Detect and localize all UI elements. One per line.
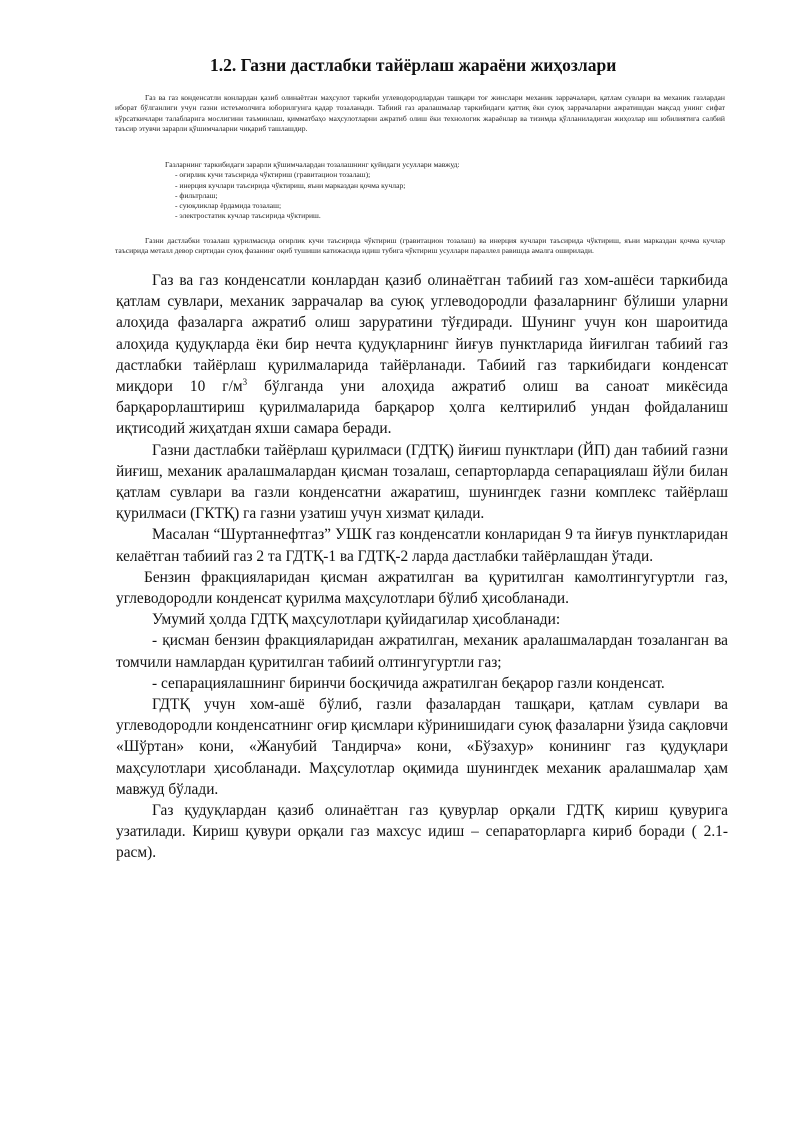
body-paragraph-9: Газ қудуқлардан қазиб олинаётган газ қувурлар орқали ГДТҚ кириш қувурига узатилади. Кириш қувури орқали газ махсус идиш – сепараторларга кириб боради ( 2.1-расм). xyxy=(116,802,728,862)
main-body-text xyxy=(116,270,728,864)
body-list-item-2: - сепарациялашнинг биринчи босқичида ажратилган беқарор газли конденсат. xyxy=(152,674,665,692)
list-item: - оғирлик кучи таъсирида чўктириш (гравитацион тозалаш); xyxy=(175,170,371,180)
list-intro: Газларнинг таркибидаги зарарли қўшимчалардан тозалашнинг қуйидаги усуллари мавжуд: xyxy=(165,160,460,169)
small-paragraph-text: Газни дастлабки тозалаш қурилмасида оғирлик кучи таъсирида чўктириш (гравитацион тозалаш) ва инерция кучлари таъсирида чўктириш, яъни марказдан қочма кучлар таъсирида металл девор сиртидан суюқ фазанинг оқиб тушиши катижасида идиш тубига чўктириш усуллари параллел равишда амалга оширилади. xyxy=(115,236,725,256)
list-item: - суюқликлар ёрдамида тозалаш; xyxy=(175,201,282,211)
body-paragraph-4: Бензин фракцияларидан қисман ажратилган ва қуритилган камолтингугуртли газ, углеводородли конденсат қурилма маҳсулотлари бўлиб ҳисобланади. xyxy=(116,568,728,608)
cleaning-methods-list xyxy=(165,160,725,222)
list-item: - инерция кучлари таъсирида чўктириш, яъни марказдан қочма кучлар; xyxy=(175,180,406,190)
section-title: 1.2. Газни дастлабки тайёрлаш жараёни жиҳозлари xyxy=(210,55,617,75)
body-paragraph-2: Газни дастлабки тайёрлаш қурилмаси (ГДТҚ) йиғиш пунктлари (ЙП) дан табиий газни йиғиш, механик аралашмалардан қисман тозалаш, сепарторларда сепарациялаш йўли билан қатлам сувлари ва газли конденсатни ажаратиш, шунингдек газни комплекс тайёрлаш қурилмаси (ГКТҚ) га газни узатиш учун хизмат қилади. xyxy=(116,441,728,523)
paragraph-text: Газ ва газ конденсатли конлардан қазиб олинаётган табиий газ хом-ашёси таркибида қатлам сувлари, механик заррачалар ва суюқ углеводородли фазаларнинг бўлиши уларни алоҳида фазаларга ажратиб олиш заруратини тўғдиради. Шунинг учун кон шароитида алоҳида қудуқларда ёки бир нечта қудуқларнинг йиғув пунктларида йиғилган табиий газ дастлабки тайёрлаш қурилмаларида тайёрланади. Табиий газ таркибидаги конденсат миқдори 10 г/м xyxy=(116,272,728,396)
superscript: 3 xyxy=(242,376,248,387)
small-print-paragraph-3 xyxy=(115,236,725,257)
small-paragraph-text: Газ ва газ конденсатли конлардан қазиб олинаётган маҳсулот таркиби углеводородлардан ташқари тоғ жинслари механик заррачалари, қатлам сувлари ва механик газлардан иборат бўлганлиги учун газни истеъмолчига юборилгунга қадар тозаланади. Табиий газ аралашмалар таркибидаги қаттиқ ёки суюқ заррачаларни ажратишдан мақсад унинг сифат кўрсаткичлари талабларига мослигини таъминлаш, қимматбаҳо маҳсулотларни ажратиб олиш ёки технологик жараёнлар ва тизимда қўлланиладиган жиҳозлар иш юбилиятига салбий таъсир этувчи зарарли қўшимчаларни чиқариб ташлашдир. xyxy=(115,93,725,133)
body-paragraph-1 xyxy=(116,270,728,440)
paragraph-text: бўлганда уни алоҳида ажратиб олиш ва саноат микёсида барқарорлаштириш қурилмаларида барқарор ҳолга келтирилиб ундан фойдаланиш иқтисодий жиҳатдан яхши самара беради. xyxy=(116,378,728,438)
body-paragraph-3: Масалан “Шуртаннефтгаз” УШК газ конденсатли конларидан 9 та йиғув пунктларидан келаётган табиий газ 2 та ГДТҚ-1 ва ГДТҚ-2 ларда дастлабки тайёрлашдан ўтади. xyxy=(116,526,728,565)
small-print-paragraph-1 xyxy=(115,93,725,134)
list-item: - фильтрлаш; xyxy=(175,190,218,200)
list-item: - электростатик кучлар таъсирида чўктириш. xyxy=(175,211,321,221)
body-list-item-1: - қисман бензин фракцияларидан ажратилган, механик аралашмалардан тозаланган ва томчили намлардан қуритилган табиий олтингугуртли газ; xyxy=(116,632,728,671)
body-paragraph-8: ГДТҚ учун хом-ашё бўлиб, газли фазалардан ташқари, қатлам сувлари ва углеводородли конденсатнинг оғир қисмлари кўринишидаги суюқ фазаларни ўзида сақловчи «Шўртан» кони, «Жанубий Тандирча» кони, «Бўзахур» конининг газ қудуқлари маҳсулотлари ҳисобланади. Маҳсулотлар оқимида шунингдек механик аралашмалар ҳам мавжуд бўлади. xyxy=(116,696,728,798)
body-paragraph-5: Умумий ҳолда ГДТҚ маҳсулотлари қуйидагилар ҳисобланади: xyxy=(152,611,561,629)
